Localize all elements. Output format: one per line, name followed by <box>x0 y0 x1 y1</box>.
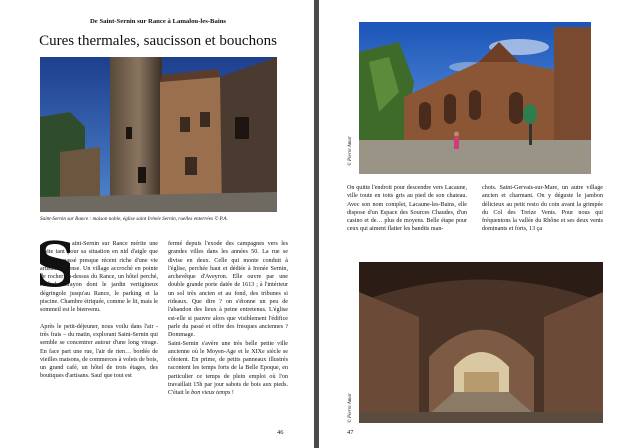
left-column-2 <box>168 240 288 398</box>
left-page <box>0 0 314 448</box>
photo-credit-bottom: © Pierre Amar <box>348 393 353 423</box>
paragraph <box>168 340 288 398</box>
left-column-1 <box>40 240 158 381</box>
paragraph: aint-Sernin sur Rance mérite une visite tant pour sa situation en nid d'aigle que pour un passé presque récent riche d'une vie artisanale dense. Un village accroché en pointe de rocher au-dessus du Rance, un hôtel perché, l'Hôtel Carayon dont le jardin vertigineux dégringole jusqu'au Rance, le parking et la piscine. Chambre étriquée, comme le lit, mais le sommeil est le bienvenu. <box>40 241 158 314</box>
drop-cap-letter: S <box>40 234 70 292</box>
paragraph: On quitte l'endroit pour descendre vers Lacaune, ville toute en toits gris au pied de son chateau. Avec son nom complet, Lacaune-les-Bains, elle dispose d'un Espace des Sources Chaudes, d'un casino et de… plus de moyens. Belle étape pour ceux qui aiment flatter les bandits man- <box>347 185 467 233</box>
paragraph: chots. Saint-Gervais-sur-Mare, un autre village ancien et charmant. On y déguste le jambon délicieux au petit resto du coin avant la grimpée du Col des Treize Vents. Pour nous qui fréquentons la vallée du Rhône et ses deux vents dominants et forts, 13 ça <box>482 185 603 233</box>
photo-saint-sernin-tower <box>40 57 277 212</box>
right-page <box>319 0 633 448</box>
right-column-2 <box>482 184 603 234</box>
paragraph: Après le petit-déjeuner, nous voilu dans l'air - très frais – du matin, explorant Saint-Sernin qui semble se concentrer autour d'une long virage. En face part une rue, l'air de rien… bordée de vieilles maisons, de commerces à volets de bois, un grand café, un hôtel de trois étages, des boutiques d'artisans. Sauf que tout est <box>40 323 158 380</box>
photo-credit-top: © Pierre Amar <box>348 136 353 166</box>
archway-illustration <box>359 262 603 423</box>
photo-caption: Saint-Sernin sur Rance : maison noble, église saint Irénée Sernin, ruelles enterrées © P.A. <box>40 216 228 222</box>
article-kicker: De Saint-Sernin sur Rance à Lamalou-les-Bains <box>89 18 227 25</box>
page-number: 47 <box>347 429 354 436</box>
text-span: Saint-Sernin s'avère une très belle petite ville ancienne où le Moyen-Age et le XIXe siècle se côtoient. En prime, de petits panneaux illustrés racontent les temps forts de la Belle Epoque, en particulier ce temps de plein emploi où l'on travaillait 15h par jour sabots de bois aux pieds. C'était le <box>168 340 288 397</box>
paragraph: fermé depuis l'exode des campagnes vers les grandes villes dans les années 50. La rue se divise en deux. Celle qui monte conduit à l'église, perchée haut et dédiée à Irenée Sernin, archevêque d'Aveyron. Elle ouvre par une double grande porte datée de 1613 ; à l'intérieur un sol très ancien et au fond, des tribunes si rideaux. Que dire ? on s'étonne un peu de l'abandon des lieux à peine entretenus. L'église est-elle si pauvre alors que visiblement l'édifice parle du passé et offre des fresques anciennes ? Dommage. <box>168 241 288 339</box>
emphasis: bon vieux temps <box>191 390 231 397</box>
article-title: Cures thermales, saucisson et bouchons <box>39 33 277 49</box>
photo-archway-street <box>359 262 603 423</box>
tower-street-illustration <box>40 57 277 212</box>
page-number: 46 <box>277 429 284 436</box>
text-span: ! <box>230 390 234 397</box>
right-column-1 <box>347 184 467 234</box>
photo-church-square <box>359 22 591 174</box>
church-square-illustration <box>359 22 591 174</box>
